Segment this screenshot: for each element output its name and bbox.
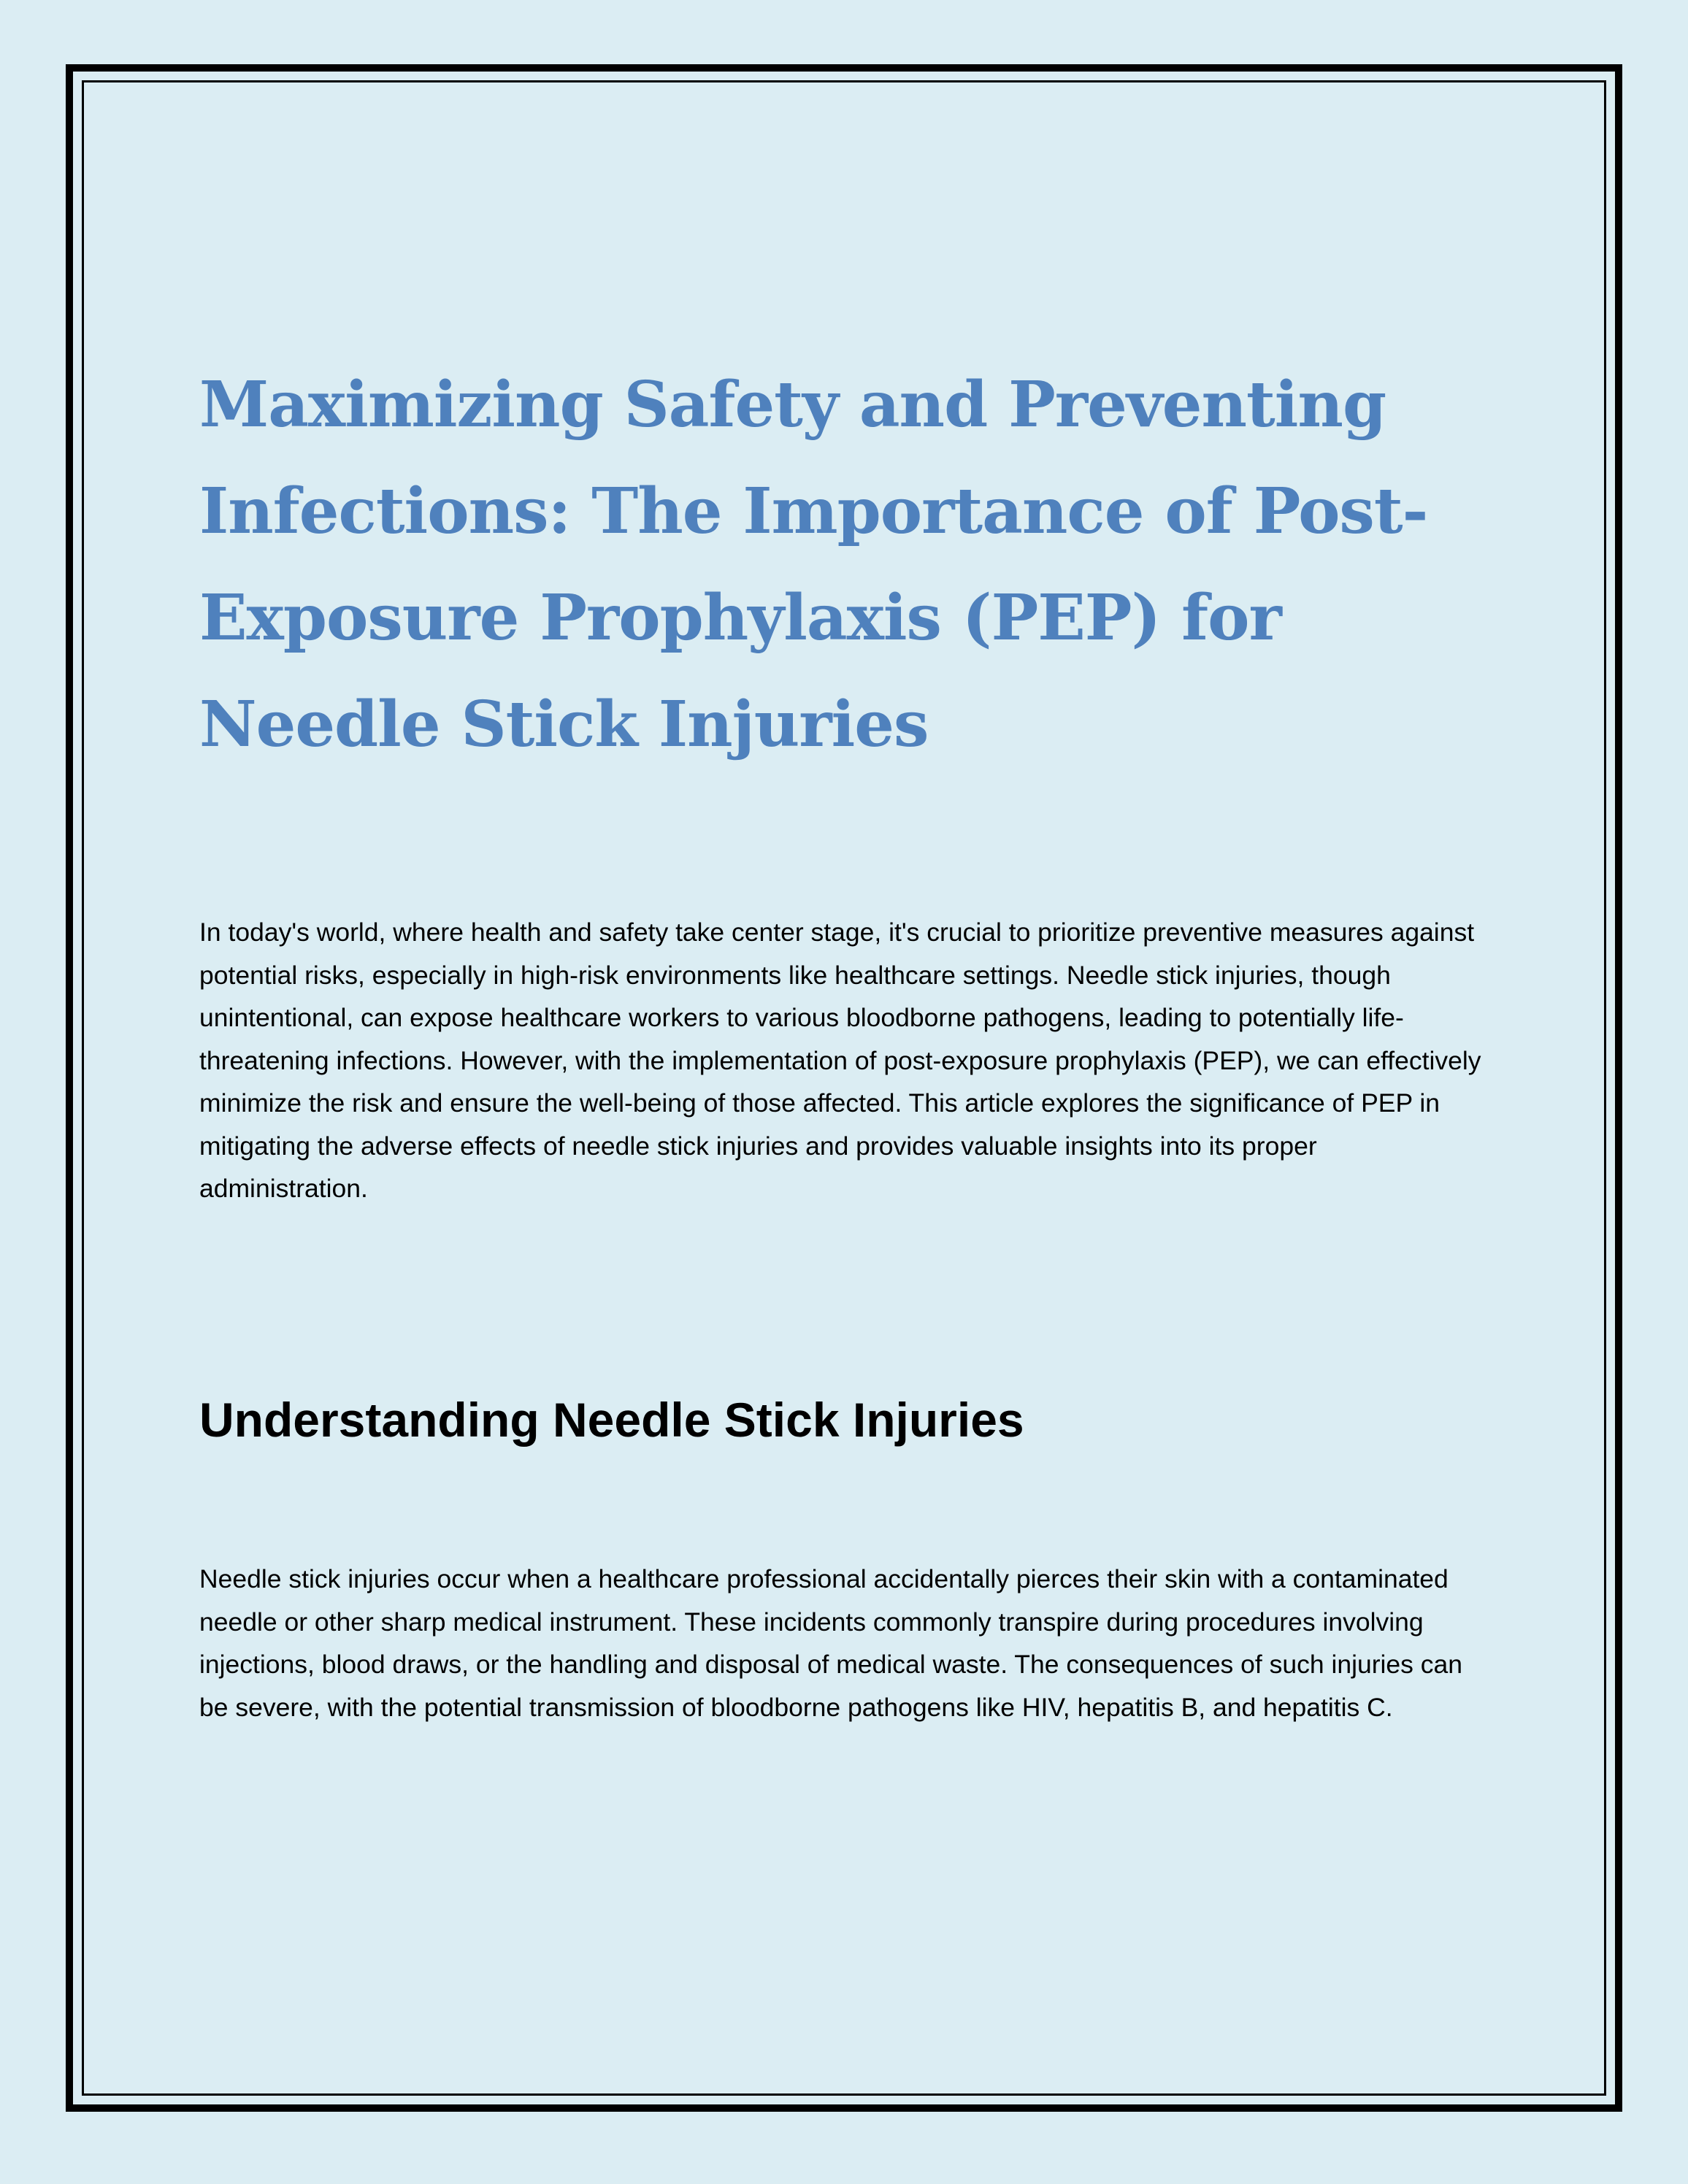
section-paragraph: Needle stick injuries occur when a healthcare professional accidentally pierces their skin with a contaminated needle or other sharp medical instrument. These incidents commonly transpire during procedures involving injections, blood draws, or the handling and disposal of medical waste. The consequences of such injuries can be severe, with the potential transmission of bloodborne pathogens like HIV, hepatitis B, and hepatitis C.	[199, 1564, 1463, 1722]
intro-paragraph: In today's world, where health and safety take center stage, it's crucial to prioritize preventive measures against potential risks, especially in high-risk environments like healthcare settings. Needle stick injuries, though unintentional, can expose healthcare workers to various bloodborne pathogens, leading to potentially life-threatening infections. However, with the implementation of post-exposure prophylaxis (PEP), we can effectively minimize the risk and ensure the well-being of those affected. This article explores the significance of PEP in mitigating the adverse effects of needle stick injuries and provides valuable insights into its proper administration.	[199, 918, 1481, 1203]
section-heading: Understanding Needle Stick Injuries	[199, 1393, 1024, 1447]
document-title: Maximizing Safety and Preventing Infections: The Importance of Post-Exposure Prophylaxis (PEP) for Needle Stick Injuries	[199, 368, 1428, 761]
